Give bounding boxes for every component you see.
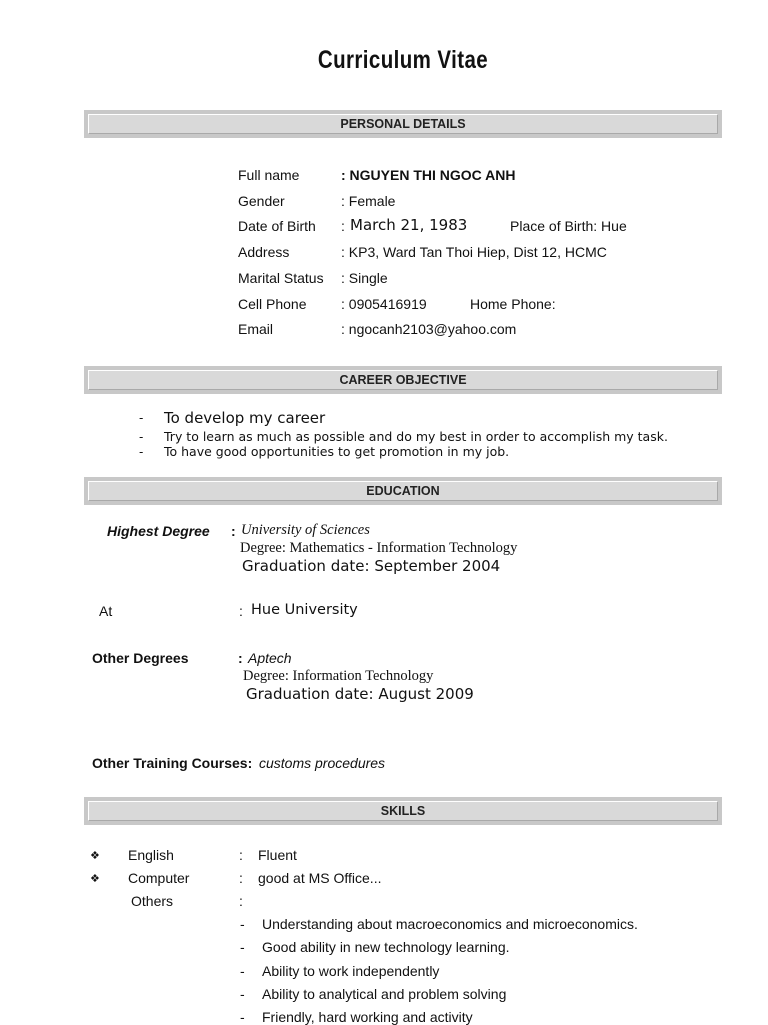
section-header-label: EDUCATION: [88, 481, 718, 501]
cell-phone-label: Cell Phone: [238, 296, 307, 312]
skill-colon: :: [239, 893, 243, 909]
skill-other-item: Understanding about macroeconomics and microeconomics.: [262, 916, 638, 932]
section-header-label: SKILLS: [88, 801, 718, 821]
dob-label: Date of Birth: [238, 218, 316, 234]
highest-degree-major: Degree: Mathematics - Information Technology: [240, 540, 518, 556]
section-header-skills: [84, 797, 722, 825]
section-header-education: [84, 477, 722, 505]
skill-colon: :: [239, 870, 243, 886]
skill-dash: -: [240, 986, 245, 1002]
email-label: Email: [238, 321, 274, 337]
training-courses-value: customs procedures: [259, 755, 386, 771]
skill-english-label: English: [128, 847, 174, 863]
skill-computer-label: Computer: [128, 870, 190, 886]
other-degrees-major: Degree: Information Technology: [243, 668, 434, 684]
objective-item: To have good opportunities to get promotion in my job.: [164, 444, 510, 459]
skill-colon: :: [239, 847, 243, 863]
skill-computer-value: good at MS Office...: [258, 870, 382, 886]
skill-dash: -: [240, 916, 245, 932]
other-degrees-graduation: Graduation date: August 2009: [246, 685, 474, 703]
skill-other-item: Ability to analytical and problem solving: [262, 986, 507, 1002]
skill-dash: -: [240, 963, 245, 979]
home-phone-label: Home Phone:: [470, 296, 556, 312]
address-value: : KP3, Ward Tan Thoi Hiep, Dist 12, HCMC: [341, 244, 607, 260]
diamond-bullet-icon: ❖: [90, 849, 100, 862]
highest-degree-school: University of Sciences: [241, 522, 370, 538]
highest-degree-colon: :: [231, 523, 236, 539]
skill-english-value: Fluent: [258, 847, 297, 863]
highest-degree-label: Highest Degree: [107, 523, 210, 539]
other-degrees-school: Aptech: [248, 650, 292, 666]
at-label: At: [99, 603, 113, 619]
objective-item: To develop my career: [164, 409, 326, 427]
email-value: : ngocanh2103@yahoo.com: [341, 321, 517, 337]
objective-item: Try to learn as much as possible and do my best in order to accomplish my task.: [164, 429, 668, 444]
objective-dash: -: [139, 430, 144, 444]
marital-status-label: Marital Status: [238, 270, 324, 286]
at-colon: :: [239, 603, 243, 619]
skill-others-label: Others: [131, 893, 174, 909]
section-header-label: PERSONAL DETAILS: [88, 114, 718, 134]
other-degrees-colon: :: [238, 650, 243, 666]
objective-dash: -: [139, 445, 144, 459]
address-label: Address: [238, 244, 290, 260]
marital-status-value: : Single: [341, 270, 388, 286]
place-of-birth: Place of Birth: Hue: [510, 218, 627, 234]
dob-colon: :: [341, 218, 345, 234]
skill-other-item: Ability to work independently: [262, 963, 440, 979]
at-value: Hue University: [251, 602, 358, 618]
skill-other-item: Friendly, hard working and activity: [262, 1009, 473, 1025]
dob-value: March 21, 1983: [350, 216, 468, 234]
gender-label: Gender: [238, 193, 285, 209]
skill-dash: -: [240, 939, 245, 955]
highest-degree-graduation: Graduation date: September 2004: [242, 557, 501, 575]
full-name-value: : NGUYEN THI NGOC ANH: [341, 167, 516, 183]
diamond-bullet-icon: ❖: [90, 872, 100, 885]
training-courses-label: Other Training Courses:: [92, 755, 253, 771]
objective-dash: -: [139, 411, 144, 425]
document-title: Curriculum Vitae: [317, 46, 489, 74]
full-name-label: Full name: [238, 167, 300, 183]
cell-phone-value: : 0905416919: [341, 296, 427, 312]
skill-other-item: Good ability in new technology learning.: [262, 939, 510, 955]
other-degrees-label: Other Degrees: [92, 650, 189, 666]
section-header-career-objective: [84, 366, 722, 394]
skill-dash: -: [240, 1009, 245, 1025]
gender-value: : Female: [341, 193, 396, 209]
section-header-personal-details: [84, 110, 722, 138]
section-header-label: CAREER OBJECTIVE: [88, 370, 718, 390]
